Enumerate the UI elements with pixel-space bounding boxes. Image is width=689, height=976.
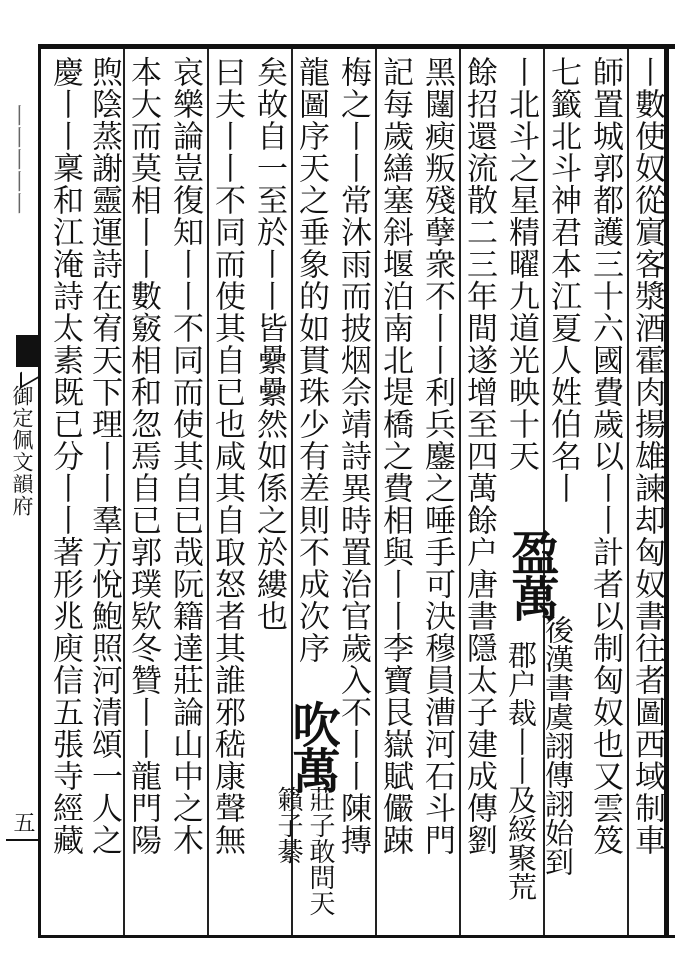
text-column: 記每歲繕塞斜堰泊南北堤橋之費相與丨丨李寶艮嶽賦儼踈	[377, 56, 413, 856]
spine-book-title: 御定佩文韻府	[10, 385, 34, 517]
folio-number: 五	[10, 811, 35, 833]
text-column: 餘招還流散二三年間遂增至四萬餘户唐書隱太子建成傳劉	[461, 56, 497, 856]
text-column: 慶丨丨稟和江淹詩太素既已分丨丨著形兆庾信五張寺經藏	[47, 56, 83, 856]
headword-chui-wan: 吹萬	[284, 700, 340, 792]
text-column: 矣故自一至於丨丨皆纍纍然如係之於縷也	[251, 56, 287, 632]
text-column: 哀樂論豈復知丨丨不同而使其自已哉阮籍達莊論山中之木	[167, 56, 203, 856]
text-column: 丨數使奴從賔客漿酒霍肉揚雄諫却匈奴書往者圖西域制車	[629, 56, 665, 856]
text-column: 本大而莫相丨丨數竅相和忽焉自已郭璞欵冬贊丨丨龍門陽	[125, 56, 161, 856]
page-spine-margin	[0, 49, 36, 935]
text-column: 梅之丨丨常沐雨而披烟佘靖詩異時置治官歲入不丨丨陳摶	[335, 56, 371, 856]
headword-note: 郡户裁丨丨及綏聚荒	[504, 640, 538, 901]
text-column: 龍圖序天之垂象的如貫珠少有差則不成次序	[293, 56, 329, 664]
frame-bottom-border	[40, 935, 675, 938]
text-column: 黑闥瘐叛殘孽衆不丨丨利兵鏖之唾手可決穆員漕河石斗門	[419, 56, 455, 856]
text-column: 師置城郭都護三十六國費歲以丨丨計者以制匈奴也又雲笈	[587, 56, 623, 856]
folio-rule	[6, 839, 38, 841]
frame-left-border	[38, 44, 41, 938]
headword-ying-wan: 盈萬	[503, 528, 559, 620]
cropped-previous-page-glyphs: 丨丨丨丨丨	[5, 104, 30, 214]
text-column: 曰夫丨丨不同而使其自已也咸其自取怒者其誰邪嵇康聲無	[209, 56, 245, 856]
text-column: 七籤北斗神君本江夏人姓伯名丨	[545, 56, 581, 504]
text-column: 煦陰蒸謝靈運詩在宥天下理丨丨羣方悅鮑照河清頌一人之	[86, 56, 122, 856]
text-column: 丨北斗之星精曜九道光映十天	[503, 56, 539, 472]
headword-note: 後漢書虞詡傳詡始到	[541, 615, 575, 876]
headword-note: 莊子敢問天籟子綦	[273, 786, 335, 916]
frame-top-border	[40, 44, 675, 49]
